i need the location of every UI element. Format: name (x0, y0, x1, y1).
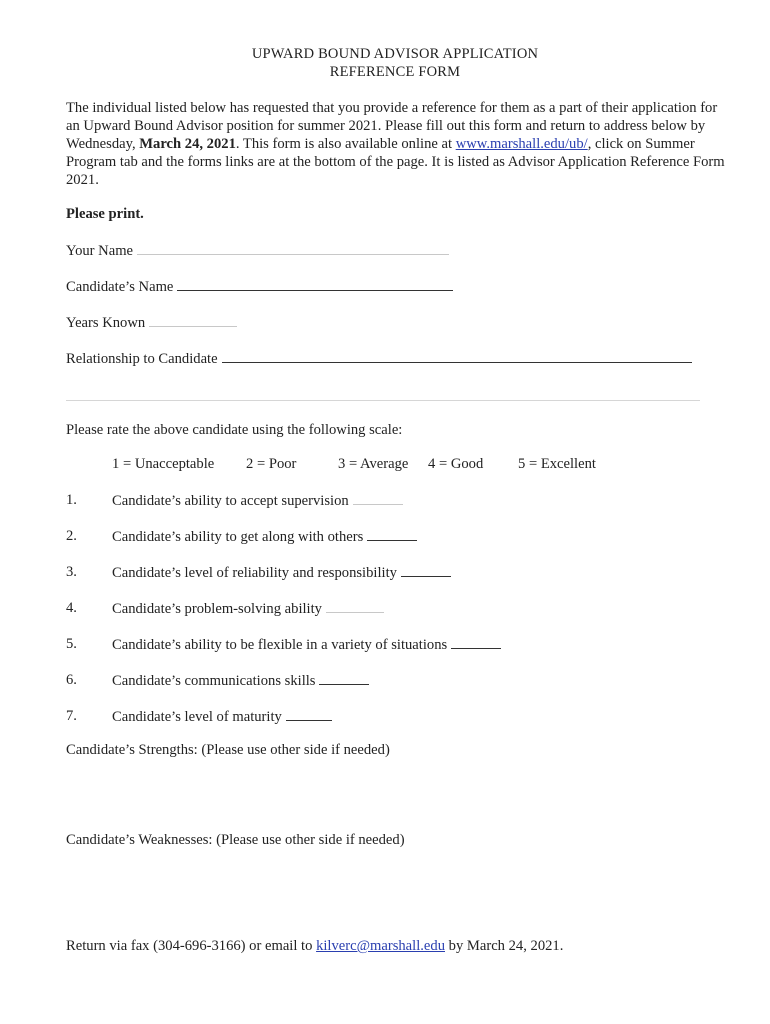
intro-text-c: , click on Summer Program tab and the forms links are at the bottom of the page. It is listed as Advisor Application Reference Form 2021. (66, 136, 725, 188)
rating-item-label: Candidate’s problem-solving ability (112, 601, 322, 617)
rating-item-number: 1. (66, 492, 77, 508)
return-text-b: by March 24, 2021. (445, 938, 564, 954)
your-name-row (66, 242, 449, 260)
rating-item-label: Candidate’s ability to get along with others (112, 529, 364, 545)
rating-item-input-line[interactable] (451, 636, 501, 649)
rating-item-number: 4. (66, 600, 77, 616)
rating-item (112, 564, 451, 582)
please-print-label: Please print. (66, 206, 144, 222)
deadline-date: March 24, 2021 (139, 136, 236, 152)
scale-4: 4 = Good (428, 456, 484, 472)
rating-item (112, 636, 501, 654)
rating-item (112, 528, 417, 546)
rating-item-number: 5. (66, 636, 77, 652)
candidate-name-label: Candidate’s Name (66, 279, 174, 295)
relationship-continuation-line[interactable] (66, 400, 700, 401)
rating-item-input-line[interactable] (401, 564, 451, 577)
rating-item (112, 708, 332, 726)
rating-item-label: Candidate’s ability to accept supervision (112, 493, 349, 509)
form-title: UPWARD BOUND ADVISOR APPLICATION (251, 46, 539, 62)
rating-item-label: Candidate’s ability to be flexible in a variety of situations (112, 637, 448, 653)
rating-item-input-line[interactable] (353, 492, 403, 505)
years-known-label: Years Known (66, 315, 146, 331)
scale-3: 3 = Average (338, 456, 409, 472)
scale-5: 5 = Excellent (518, 456, 596, 472)
rating-scale (0, 456, 770, 476)
rating-item-input-line[interactable] (319, 672, 369, 685)
intro-text-b: . This form is also available online at (235, 136, 456, 152)
website-link[interactable]: www.marshall.edu/ub/ (455, 136, 588, 152)
rating-item (112, 600, 384, 618)
strengths-label: Candidate’s Strengths: (Please use other side if needed) (66, 742, 390, 758)
rating-item-number: 6. (66, 672, 77, 688)
relationship-input-line[interactable] (222, 350, 692, 363)
rating-item-number: 7. (66, 708, 77, 724)
your-name-label: Your Name (66, 243, 134, 259)
your-name-input-line[interactable] (137, 242, 449, 255)
weaknesses-label: Candidate’s Weaknesses: (Please use other side if needed) (66, 832, 405, 848)
rating-item-label: Candidate’s level of maturity (112, 709, 282, 725)
rating-item-number: 2. (66, 528, 77, 544)
rating-item-input-line[interactable] (326, 600, 384, 613)
rating-item-input-line[interactable] (367, 528, 417, 541)
return-instructions (66, 938, 563, 955)
email-link[interactable]: kilverc@marshall.edu (316, 938, 445, 954)
candidate-name-row (66, 278, 453, 296)
rating-item-label: Candidate’s communications skills (112, 673, 316, 689)
relationship-row (66, 350, 692, 368)
years-known-input-line[interactable] (149, 314, 237, 327)
relationship-label: Relationship to Candidate (66, 351, 218, 367)
rating-item-input-line[interactable] (286, 708, 332, 721)
form-subtitle: REFERENCE FORM (329, 64, 461, 80)
scale-2: 2 = Poor (246, 456, 297, 472)
years-known-row (66, 314, 237, 332)
intro-paragraph (66, 99, 726, 189)
candidate-name-input-line[interactable] (177, 278, 453, 291)
rating-item-number: 3. (66, 564, 77, 580)
rating-prompt: Please rate the above candidate using the following scale: (66, 422, 403, 438)
return-text-a: Return via fax (304-696-3166) or email to (66, 938, 317, 954)
intro-text-a: The individual listed below has requested that you provide a reference for them as a part of their application for an Upward Bound Advisor position for summer 2021. Please fill out this form and return to address below by Wednesday, (66, 100, 718, 152)
scale-1: 1 = Unacceptable (112, 456, 215, 472)
rating-item (112, 492, 403, 510)
rating-item (112, 672, 369, 690)
rating-item-label: Candidate’s level of reliability and responsibility (112, 565, 397, 581)
